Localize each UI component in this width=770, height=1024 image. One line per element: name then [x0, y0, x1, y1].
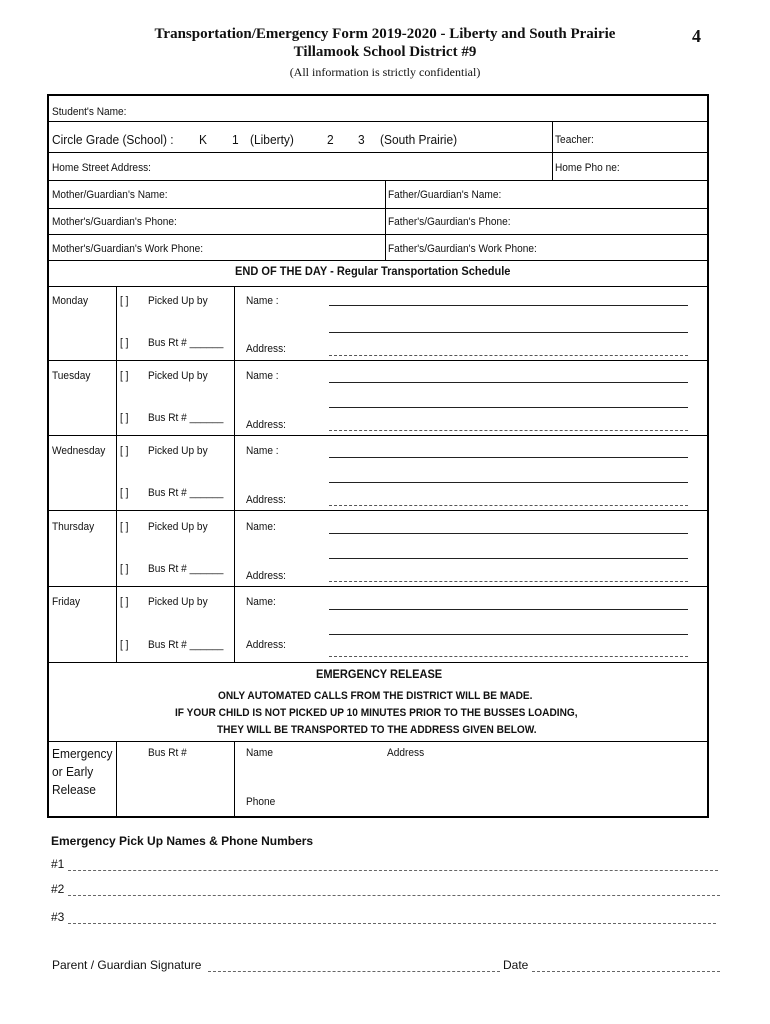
mother-phone-label: Mother's/Guardian's Phone: [52, 216, 177, 228]
signature-label: Parent / Guardian Signature [52, 958, 202, 972]
rule [49, 286, 707, 287]
rule [234, 741, 235, 818]
pickup-name-label: Name : [246, 370, 279, 382]
picked-up-checkbox[interactable]: [ ] [120, 596, 129, 608]
form-title: Transportation/Emergency Form 2019-2020 - Liberty and South Prairie [154, 26, 616, 42]
rule [49, 360, 707, 361]
bus-route-checkbox[interactable]: [ ] [120, 337, 129, 349]
father-work-phone-label: Father's/Gaurdian's Work Phone: [388, 243, 537, 255]
emergency-label: or Early [52, 764, 94, 779]
picked-up-label: Picked Up by [148, 521, 208, 533]
rule [49, 180, 707, 181]
emergency-label: Release [52, 782, 96, 797]
mother-work-phone-label: Mother's/Guardian's Work Phone: [52, 243, 204, 255]
circle-grade-label: Circle Grade (School) : [52, 132, 174, 147]
pickup-name-label: Name: [246, 521, 276, 533]
pickup-number-label: #2 [51, 882, 65, 896]
pickup-address-label: Address: [246, 419, 286, 431]
emergency-notice-line: IF YOUR CHILD IS NOT PICKED UP 10 MINUTES PRIOR TO THE BUSSES LOADING, [175, 707, 578, 719]
name-line[interactable] [329, 609, 688, 610]
rule [49, 586, 707, 587]
name-line[interactable] [329, 382, 688, 383]
picked-up-checkbox[interactable]: [ ] [120, 370, 129, 382]
pickup-name-label: Name : [246, 445, 279, 457]
address-line[interactable] [329, 581, 688, 582]
pickup-address-label: Address: [246, 639, 286, 651]
emergency-address-label: Address [387, 747, 425, 759]
pickup-entry-line[interactable] [68, 870, 718, 871]
rule [116, 741, 117, 818]
address-line[interactable] [329, 656, 688, 657]
bus-route-label: Bus Rt # ______ [148, 639, 224, 651]
address-line[interactable] [329, 505, 688, 506]
address-line[interactable] [329, 355, 688, 356]
south-prairie-label: (South Prairie) [380, 132, 458, 147]
pickup-number-label: #1 [51, 857, 65, 871]
emergency-release-heading: EMERGENCY RELEASE [316, 667, 443, 681]
name-line[interactable] [329, 482, 688, 483]
rule [234, 286, 235, 662]
pickup-address-label: Address: [246, 343, 286, 355]
day-label: Thursday [52, 521, 95, 533]
grade-2-option[interactable]: 2 [327, 132, 334, 147]
confidential-note: (All information is strictly confidential) [289, 65, 481, 79]
name-line[interactable] [329, 332, 688, 333]
grade-1-option[interactable]: 1 [232, 132, 239, 147]
pickup-entry-line[interactable] [68, 923, 716, 924]
emergency-phone-label: Phone [246, 796, 276, 808]
pickup-name-label: Name : [246, 295, 279, 307]
home-address-label: Home Street Address: [52, 162, 152, 174]
pickup-names-heading: Emergency Pick Up Names & Phone Numbers [51, 834, 314, 848]
bus-route-label: Bus Rt # ______ [148, 487, 224, 499]
rule [49, 510, 707, 511]
pickup-entry-line[interactable] [68, 895, 720, 896]
date-line[interactable] [532, 971, 720, 972]
teacher-label: Teacher: [555, 134, 594, 146]
schedule-heading: END OF THE DAY - Regular Transportation Schedule [235, 264, 511, 278]
rule [49, 741, 707, 742]
pickup-name-label: Name: [246, 596, 276, 608]
picked-up-label: Picked Up by [148, 445, 208, 457]
picked-up-checkbox[interactable]: [ ] [120, 521, 129, 533]
grade-3-option[interactable]: 3 [358, 132, 365, 147]
rule [49, 260, 707, 261]
pickup-address-label: Address: [246, 570, 286, 582]
mother-name-label: Mother/Guardian's Name: [52, 189, 168, 201]
emergency-notice-line: THEY WILL BE TRANSPORTED TO THE ADDRESS GIVEN BELOW. [217, 724, 537, 736]
pickup-address-label: Address: [246, 494, 286, 506]
home-phone-label: Home Pho ne: [555, 162, 620, 174]
bus-route-label: Bus Rt # ______ [148, 412, 224, 424]
rule [49, 121, 707, 122]
emergency-label: Emergency [52, 746, 113, 761]
name-line[interactable] [329, 457, 688, 458]
name-line[interactable] [329, 558, 688, 559]
district-name: Tillamook School District #9 [293, 44, 477, 60]
name-line[interactable] [329, 533, 688, 534]
picked-up-label: Picked Up by [148, 370, 208, 382]
day-label: Tuesday [52, 370, 91, 382]
rule [49, 208, 707, 209]
rule [49, 435, 707, 436]
rule [552, 121, 553, 180]
bus-route-checkbox[interactable]: [ ] [120, 412, 129, 424]
name-line[interactable] [329, 305, 688, 306]
day-label: Friday [52, 596, 81, 608]
pickup-number-label: #3 [51, 910, 65, 924]
father-phone-label: Father's/Gaurdian's Phone: [388, 216, 511, 228]
bus-route-checkbox[interactable]: [ ] [120, 487, 129, 499]
name-line[interactable] [329, 634, 688, 635]
bus-route-checkbox[interactable]: [ ] [120, 563, 129, 575]
form-table [47, 94, 709, 818]
picked-up-checkbox[interactable]: [ ] [120, 445, 129, 457]
rule [385, 180, 386, 260]
father-name-label: Father/Guardian's Name: [388, 189, 502, 201]
emergency-bus-route-label: Bus Rt # [148, 747, 187, 759]
bus-route-label: Bus Rt # ______ [148, 563, 224, 575]
emergency-notice-line: ONLY AUTOMATED CALLS FROM THE DISTRICT WILL BE MADE. [218, 690, 533, 702]
page-number: 4 [692, 26, 701, 46]
rule [49, 662, 707, 663]
date-label: Date [503, 958, 529, 972]
name-line[interactable] [329, 407, 688, 408]
rule [49, 152, 707, 153]
rule [49, 234, 707, 235]
emergency-name-label: Name [246, 747, 273, 759]
bus-route-label: Bus Rt # ______ [148, 337, 224, 349]
day-label: Monday [52, 295, 89, 307]
picked-up-checkbox[interactable]: [ ] [120, 295, 129, 307]
liberty-label: (Liberty) [250, 132, 294, 147]
student-name-label: Student's Name: [52, 106, 127, 118]
rule [116, 286, 117, 662]
address-line[interactable] [329, 430, 688, 431]
day-label: Wednesday [52, 445, 106, 457]
grade-k-option[interactable]: K [199, 132, 207, 147]
picked-up-label: Picked Up by [148, 295, 208, 307]
bus-route-checkbox[interactable]: [ ] [120, 639, 129, 651]
signature-line[interactable] [208, 971, 500, 972]
picked-up-label: Picked Up by [148, 596, 208, 608]
